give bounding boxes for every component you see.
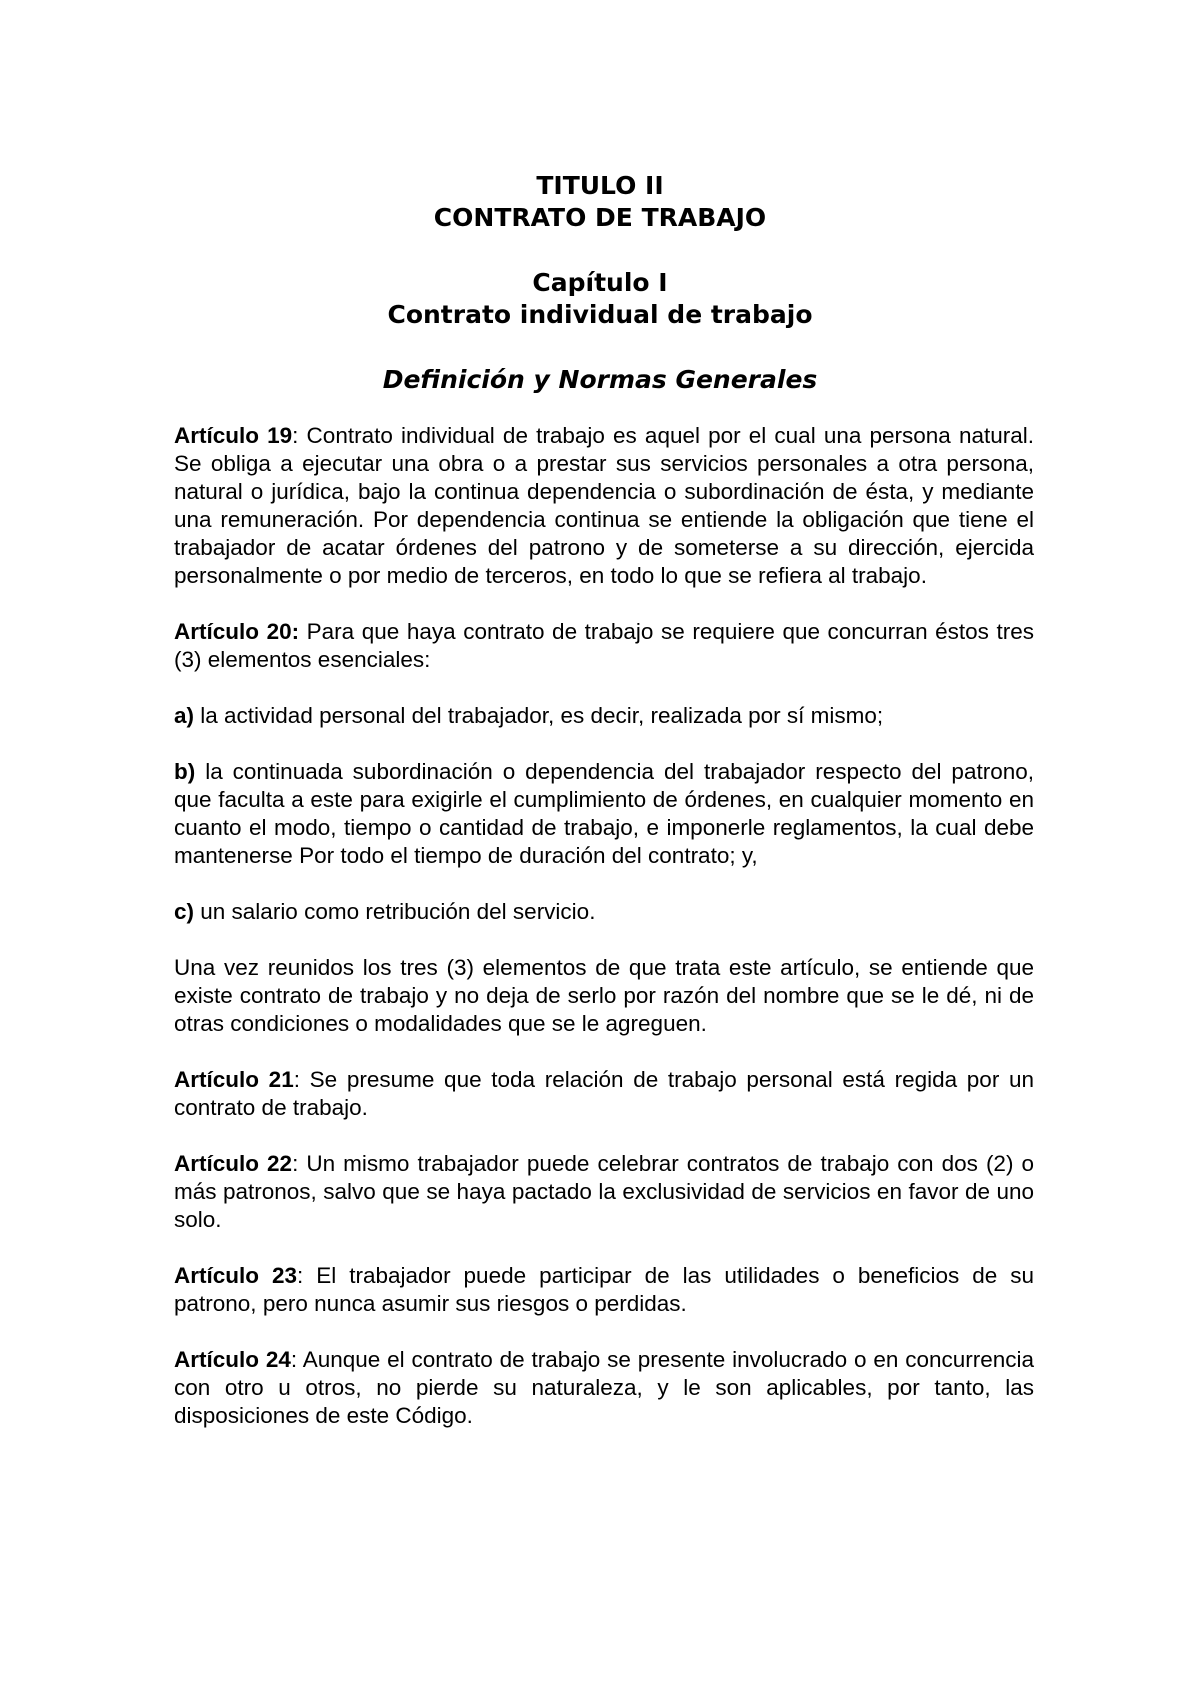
paragraph-article-20 bbox=[174, 618, 1034, 674]
paragraph-label: Artículo 20: bbox=[174, 619, 300, 644]
title-line-1: TITULO II bbox=[536, 171, 664, 200]
paragraph-label: c) bbox=[174, 899, 195, 924]
section-heading: Definición y Normas Generales bbox=[382, 365, 818, 394]
section-heading-block bbox=[0, 364, 1200, 396]
paragraph-label: Artículo 21 bbox=[174, 1067, 294, 1092]
paragraph-text: Una vez reunidos los tres (3) elementos de que trata este artículo, se entiende que existe contrato de trabajo y no deja de serlo por razón del nombre que se le dé, ni de otras condiciones o modalidades que se le agreguen. bbox=[174, 955, 1034, 1036]
paragraph-label: Artículo 22 bbox=[174, 1151, 293, 1176]
paragraph-article-24 bbox=[174, 1346, 1034, 1430]
paragraph-item-b bbox=[174, 758, 1034, 870]
paragraph-article-23 bbox=[174, 1262, 1034, 1318]
paragraph-label: Artículo 19 bbox=[174, 423, 293, 448]
paragraph-text: : Se presume que toda relación de trabajo personal está regida por un contrato de trabajo. bbox=[174, 1067, 1035, 1120]
paragraph-article-21 bbox=[174, 1066, 1034, 1122]
paragraph-label: a) bbox=[174, 703, 195, 728]
paragraph-item-c bbox=[174, 898, 1034, 926]
paragraph-text: Para que haya contrato de trabajo se requiere que concurran éstos tres (3) elementos esenciales: bbox=[174, 619, 1035, 672]
paragraph-text: : El trabajador puede participar de las utilidades o beneficios de su patrono, pero nunca asumir sus riesgos o perdidas. bbox=[174, 1263, 1034, 1316]
paragraph-text: la continuada subordinación o dependencia del trabajador respecto del patrono, que faculta a este para exigirle el cumplimiento de órdenes, en cualquier momento en cuanto el modo, tiempo o cantidad de trabajo, e imponerle reglamentos, la cual debe mantenerse Por todo el tiempo de duración del contrato; y, bbox=[174, 759, 1034, 868]
paragraph-label: Artículo 24 bbox=[174, 1347, 291, 1372]
paragraph-text: : Contrato individual de trabajo es aquel por el cual una persona natural. Se obliga a ejecutar una obra o a prestar sus servicios personales a otra persona, natural o jurídica, bajo la continua dependencia o subordinación de ésta, y mediante una remuneración. Por dependencia continua se entiende la obligación que tiene el trabajador de acatar órdenes del patrono y de someterse a su dirección, ejercida personalmente o por medio de terceros, en todo lo que se refiera al trabajo. bbox=[174, 423, 1034, 588]
paragraph-text: : Un mismo trabajador puede celebrar contratos de trabajo con dos (2) o más patronos, salvo que se haya pactado la exclusividad de servicios en favor de uno solo. bbox=[174, 1151, 1034, 1232]
paragraph-item-a bbox=[174, 702, 1034, 730]
paragraph-text: : Aunque el contrato de trabajo se presente involucrado o en concurrencia con otro u otros, no pierde su naturaleza, y le son aplicables, por tanto, las disposiciones de este Código. bbox=[174, 1347, 1035, 1428]
chapter-block bbox=[0, 267, 1200, 331]
paragraph-article-22 bbox=[174, 1150, 1034, 1234]
paragraph-article-19 bbox=[174, 422, 1034, 590]
chapter-line-2: Contrato individual de trabajo bbox=[387, 300, 813, 329]
title-block bbox=[0, 170, 1200, 234]
title-line-2: CONTRATO DE TRABAJO bbox=[433, 203, 767, 232]
paragraph-text: un salario como retribución del servicio. bbox=[194, 899, 596, 924]
body-text bbox=[174, 422, 1034, 1458]
paragraph-text: la actividad personal del trabajador, es decir, realizada por sí mismo; bbox=[194, 703, 884, 728]
chapter-line-1: Capítulo I bbox=[532, 268, 668, 297]
paragraph-label: b) bbox=[174, 759, 196, 784]
paragraph-label: Artículo 23 bbox=[174, 1263, 298, 1288]
paragraph-summary bbox=[174, 954, 1034, 1038]
